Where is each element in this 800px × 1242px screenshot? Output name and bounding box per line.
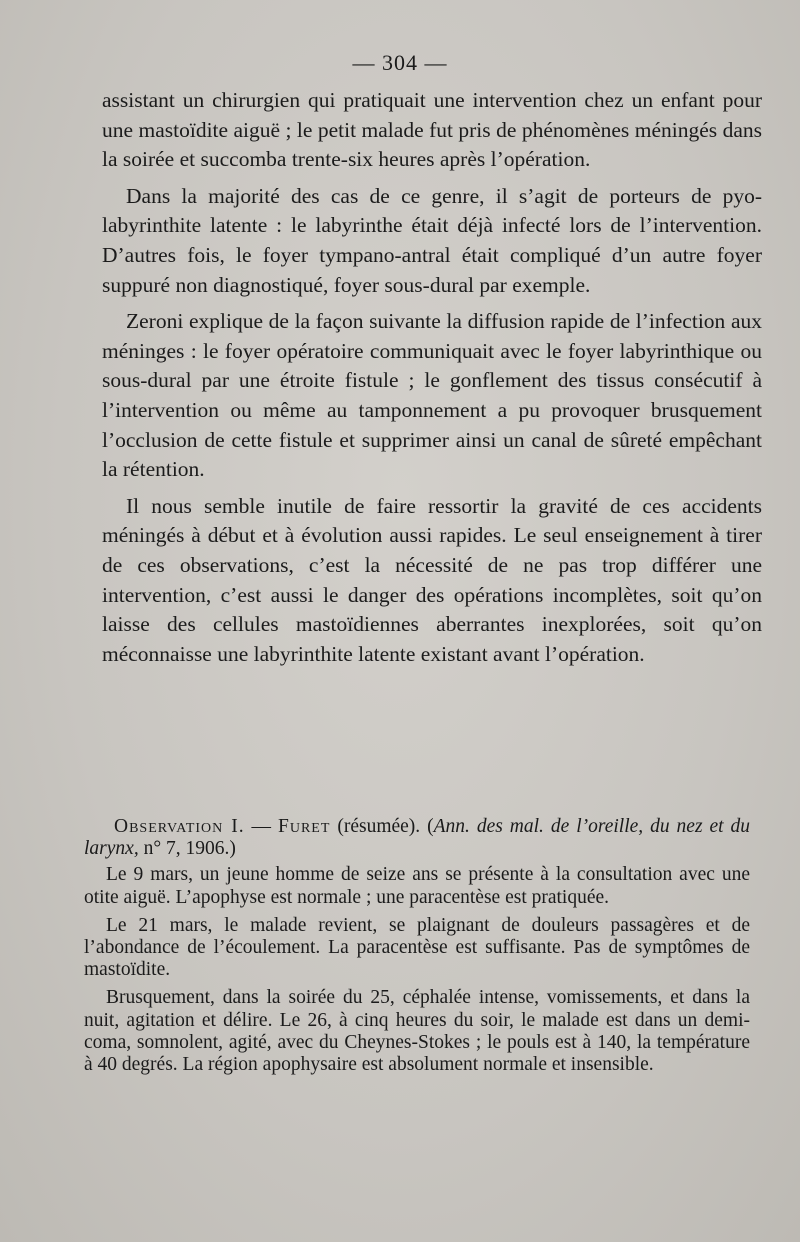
observation-label: Observation I. xyxy=(114,816,245,837)
paragraph: assistant un chirurgien qui pratiquait une intervention chez un enfant pour une mastoïdite aiguë ; le petit malade fut pris de phénomènes méningés dans la soirée et succomba trente-six heures après l’opération. xyxy=(102,88,762,172)
observation-source: Ann. des mal. de l’oreille, du nez et du larynx, xyxy=(84,816,750,860)
paragraph: Il nous semble inutile de faire ressortir la gravité de ces accidents méningés à début et à évolution aussi rapides. Le seul enseignement à tirer de ces observations, c’est la nécessité de ne pas trop différer une intervention, c’est aussi le danger des opérations incomplètes, soit qu’on laisse des cellules mastoïdiennes aberrantes inexplorées, soit qu’on méconnaisse une labyrinthite latente existant avant l’opération. xyxy=(102,493,762,666)
paragraph: Zeroni explique de la façon suivante la diffusion rapide de l’infection aux méninges : le foyer opératoire communiquait avec le foyer labyrinthique ou sous-dural par une étroite fistule ; le gonflement des tissus consécutif à l’intervention ou même au tamponnement a pu provoquer brusquement l’occlusion de cette fistule et supprimer ainsi un canal de sûreté empêchant la rétention. xyxy=(102,309,762,482)
observation-section xyxy=(84,816,750,1082)
observation-paragraph: Le 9 mars, un jeune homme de seize ans se présente à la consultation avec une otite aiguë. L’apophyse est normale ; une paracentèse est pratiquée. xyxy=(84,864,750,908)
observation-author: Furet xyxy=(277,816,331,837)
observation-dash: — xyxy=(244,816,278,837)
observation-heading xyxy=(84,816,750,860)
main-text xyxy=(102,86,762,676)
observation-ref: n° 7, 1906.) xyxy=(138,838,236,860)
observation-paragraph: Brusquement, dans la soirée du 25, céphalée intense, vomissements, et dans la nuit, agitation et délire. Le 26, à cinq heures du soir, le malade est dans un demi-coma, somnolent, agité, avec du Cheynes-Stokes ; le pouls est à 140, la température à 40 degrés. La région apophysaire est absolument normale et insensible. xyxy=(84,987,750,1076)
paragraph: Dans la majorité des cas de ce genre, il s’agit de porteurs de pyo-labyrinthite latente : le labyrinthe était déjà infecté lors de l’intervention. D’autres fois, le foyer tympano-antral était compliqué d’un autre foyer suppuré non diagnostiqué, foyer sous-dural par exemple. xyxy=(102,183,762,297)
observation-paragraph: Le 21 mars, le malade revient, se plaignant de douleurs passagères et de l’abondance de l’écoulement. La paracentèse est suffisante. Pas de symptômes de mastoïdite. xyxy=(84,914,750,981)
observation-note: (résumée). ( xyxy=(330,816,434,837)
page-number: — 304 — xyxy=(352,50,448,75)
